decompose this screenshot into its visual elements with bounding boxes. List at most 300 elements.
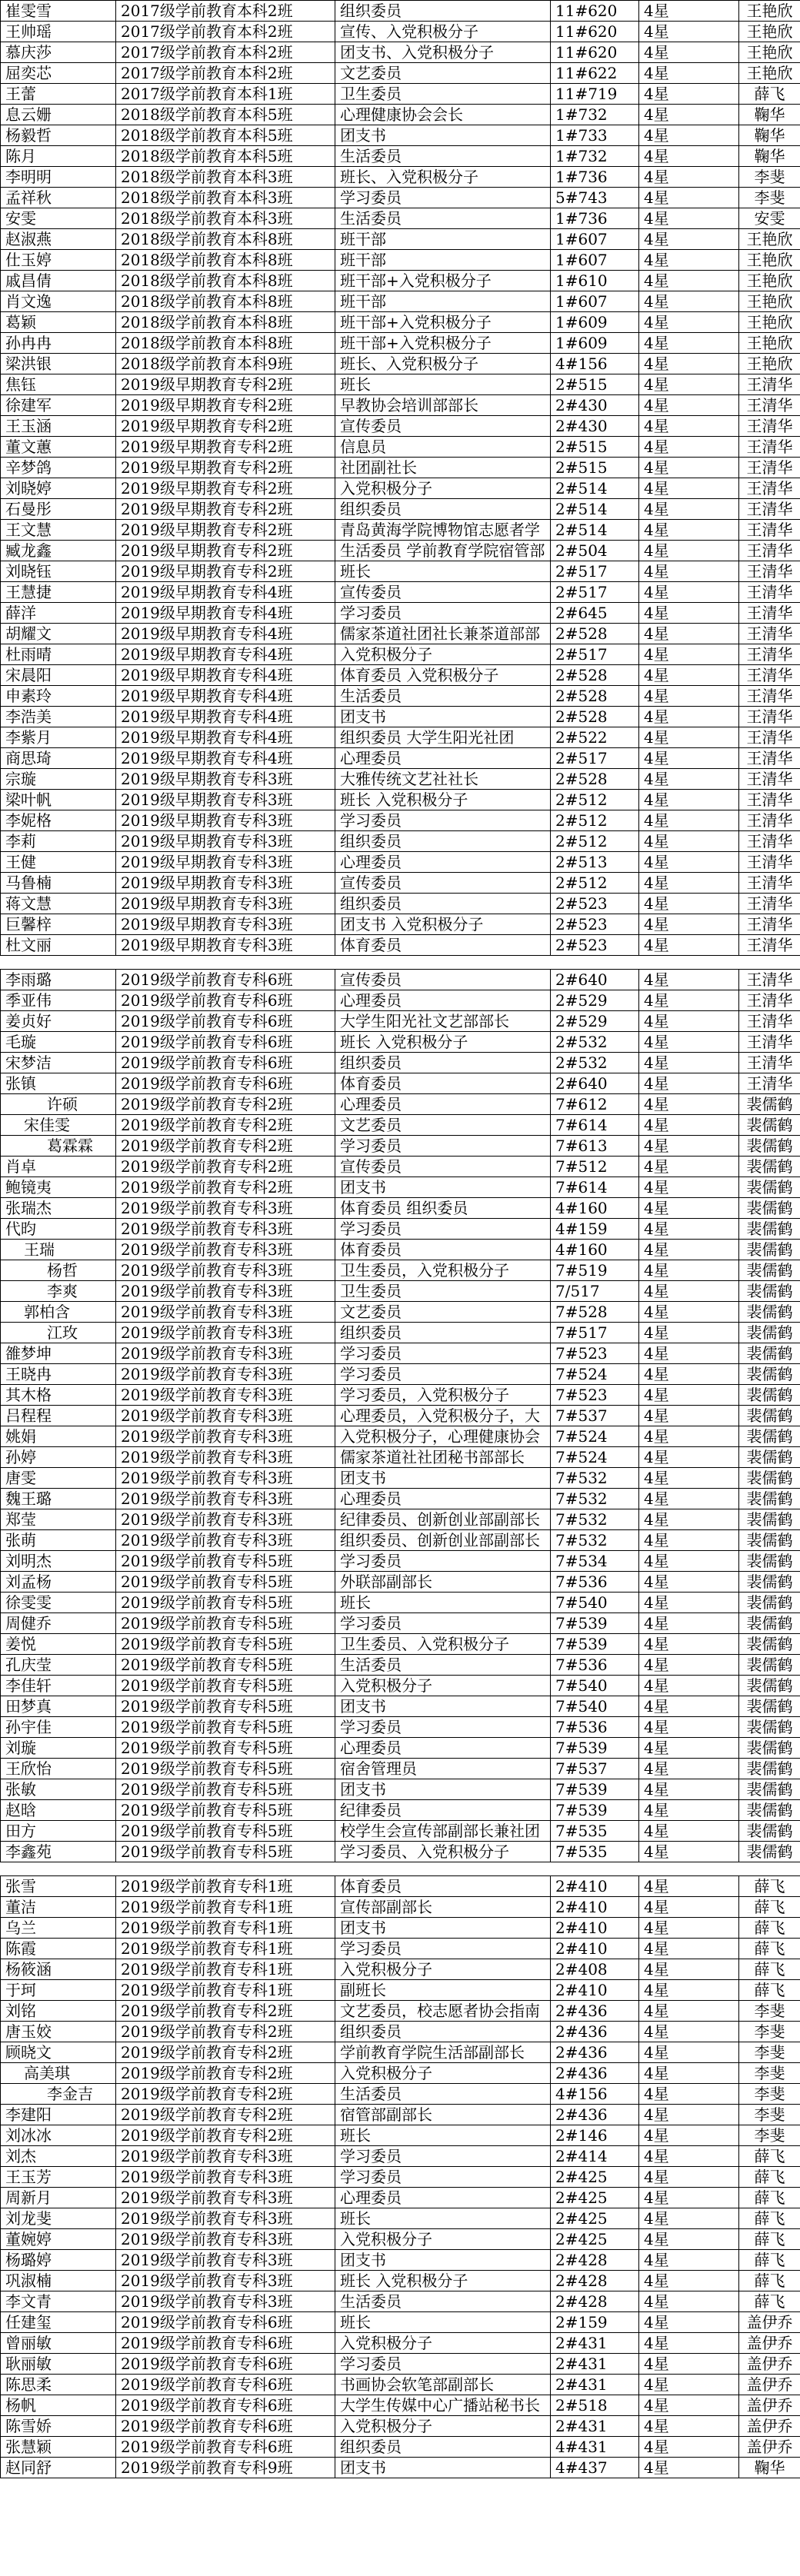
table-row <box>1 1198 800 1219</box>
class-cell: 2019级学前教育专科6班 <box>116 2333 335 2354</box>
student-name-cell: 薛洋 <box>1 603 116 624</box>
class-cell: 2019级学前教育专科3班 <box>116 1198 335 1219</box>
table-row <box>1 1094 800 1115</box>
class-cell: 2019级学前教育专科2班 <box>116 1094 335 1115</box>
class-cell: 2019级学前教育专科6班 <box>116 1073 335 1094</box>
table-row <box>1 499 800 520</box>
counselor-cell: 王艳欣 <box>739 291 800 312</box>
star-rating-cell: 4星 <box>639 990 739 1011</box>
divider-cell <box>639 1862 739 1876</box>
star-rating-cell: 4星 <box>639 1509 739 1530</box>
position-cell: 纪律委员 <box>335 1800 551 1821</box>
class-cell: 2019级早期教育专科4班 <box>116 644 335 665</box>
class-cell: 2019级早期教育专科3班 <box>116 935 335 956</box>
counselor-cell: 裴儒鹤 <box>739 1655 800 1676</box>
dorm-room-cell: 2#528 <box>551 769 639 790</box>
student-name-cell: 江玫 <box>1 1323 116 1343</box>
table-row <box>1 1 800 22</box>
star-rating-cell: 4星 <box>639 1177 739 1198</box>
dorm-room-cell: 7#535 <box>551 1842 639 1862</box>
counselor-cell: 王艳欣 <box>739 229 800 250</box>
student-name-cell: 孟祥秋 <box>1 188 116 208</box>
student-name-cell: 刘杰 <box>1 2146 116 2167</box>
student-name-cell: 姜悦 <box>1 1634 116 1655</box>
table-row <box>1 873 800 894</box>
class-cell: 2019级学前教育专科5班 <box>116 1800 335 1821</box>
student-name-cell: 王帅瑶 <box>1 22 116 42</box>
position-cell: 宣传、入党积极分子 <box>335 22 551 42</box>
position-cell: 入党积极分子 <box>335 2229 551 2250</box>
class-cell: 2019级学前教育专科5班 <box>116 1821 335 1842</box>
class-cell: 2017级学前教育本科2班 <box>116 1 335 22</box>
position-cell: 团支书 入党积极分子 <box>335 914 551 935</box>
table-row <box>1 1634 800 1655</box>
dorm-room-cell: 2#430 <box>551 416 639 437</box>
star-rating-cell: 4星 <box>639 810 739 831</box>
dorm-room-cell: 2#514 <box>551 478 639 499</box>
position-cell: 学习委员 <box>335 1219 551 1240</box>
dorm-room-cell: 2#431 <box>551 2375 639 2395</box>
student-name-cell: 焦钰 <box>1 374 116 395</box>
star-rating-cell: 4星 <box>639 250 739 271</box>
star-rating-cell: 4星 <box>639 2271 739 2291</box>
table-row <box>1 1219 800 1240</box>
position-cell: 入党积极分子 <box>335 1676 551 1696</box>
class-cell: 2019级学前教育专科5班 <box>116 1676 335 1696</box>
table-row <box>1 894 800 914</box>
class-cell: 2019级学前教育专科3班 <box>116 1260 335 1281</box>
student-name-cell: 毛璇 <box>1 1032 116 1053</box>
table-row <box>1 2312 800 2333</box>
class-cell: 2019级早期教育专科3班 <box>116 894 335 914</box>
dorm-room-cell: 7#512 <box>551 1157 639 1177</box>
class-cell: 2019级早期教育专科2班 <box>116 541 335 561</box>
star-rating-cell: 4星 <box>639 416 739 437</box>
class-cell: 2019级早期教育专科3班 <box>116 852 335 873</box>
student-name-cell: 于珂 <box>1 1980 116 2001</box>
position-cell: 组织委员、创新创业部副部长 <box>335 1530 551 1551</box>
dorm-room-cell: 2#431 <box>551 2416 639 2437</box>
dorm-room-cell: 2#408 <box>551 1959 639 1980</box>
table-row <box>1 2063 800 2084</box>
dorm-room-cell: 2#529 <box>551 990 639 1011</box>
student-name-cell: 张镇 <box>1 1073 116 1094</box>
counselor-cell: 王清华 <box>739 644 800 665</box>
position-cell: 生活委员 <box>335 208 551 229</box>
student-name-cell: 葛颖 <box>1 312 116 333</box>
position-cell: 生活委员 <box>335 686 551 707</box>
student-name-cell: 宋梦洁 <box>1 1053 116 1073</box>
star-rating-cell: 4星 <box>639 1364 739 1385</box>
table-row <box>1 1593 800 1613</box>
star-rating-cell: 4星 <box>639 582 739 603</box>
dorm-room-cell: 7#540 <box>551 1696 639 1717</box>
star-rating-cell: 4星 <box>639 2312 739 2333</box>
class-cell: 2019级学前教育专科6班 <box>116 970 335 990</box>
position-cell: 文艺委员 <box>335 1302 551 1323</box>
dorm-room-cell: 1#607 <box>551 291 639 312</box>
class-cell: 2019级学前教育专科6班 <box>116 2437 335 2458</box>
student-name-cell: 董洁 <box>1 1897 116 1918</box>
star-rating-cell: 4星 <box>639 1572 739 1593</box>
star-rating-cell: 4星 <box>639 1 739 22</box>
position-cell: 组织委员 <box>335 1323 551 1343</box>
star-rating-cell: 4星 <box>639 1676 739 1696</box>
class-cell: 2019级学前教育专科9班 <box>116 2458 335 2478</box>
table-row <box>1 1759 800 1779</box>
counselor-cell: 裴儒鹤 <box>739 1468 800 1489</box>
table-row <box>1 1821 800 1842</box>
counselor-cell: 裴儒鹤 <box>739 1696 800 1717</box>
student-name-cell: 屈奕芯 <box>1 63 116 84</box>
position-cell: 学习委员 <box>335 1136 551 1157</box>
student-name-cell: 王瑞 <box>1 1240 116 1260</box>
class-cell: 2017级学前教育本科2班 <box>116 22 335 42</box>
class-cell: 2019级学前教育专科3班 <box>116 1343 335 1364</box>
class-cell: 2019级学前教育专科5班 <box>116 1634 335 1655</box>
counselor-cell: 李斐 <box>739 2042 800 2063</box>
table-row <box>1 2229 800 2250</box>
dorm-room-cell: 11#719 <box>551 84 639 105</box>
table-row <box>1 1136 800 1157</box>
position-cell: 班长 <box>335 1593 551 1613</box>
table-row <box>1 1800 800 1821</box>
student-name-cell: 徐建军 <box>1 395 116 416</box>
class-cell: 2019级学前教育专科3班 <box>116 1468 335 1489</box>
table-row <box>1 644 800 665</box>
star-rating-cell: 4星 <box>639 1447 739 1468</box>
student-name-cell: 李文青 <box>1 2291 116 2312</box>
student-name-cell: 董婉婷 <box>1 2229 116 2250</box>
table-row <box>1 1738 800 1759</box>
position-cell: 体育委员 <box>335 1876 551 1897</box>
class-cell: 2019级早期教育专科3班 <box>116 831 335 852</box>
star-rating-cell: 4星 <box>639 1821 739 1842</box>
student-name-cell: 王玉涵 <box>1 416 116 437</box>
table-row <box>1 2084 800 2105</box>
counselor-cell: 李斐 <box>739 2063 800 2084</box>
class-cell: 2019级学前教育专科6班 <box>116 990 335 1011</box>
student-name-cell: 刘铭 <box>1 2001 116 2022</box>
student-name-cell: 姚娟 <box>1 1426 116 1447</box>
star-rating-cell: 4星 <box>639 1136 739 1157</box>
counselor-cell: 盖伊乔 <box>739 2354 800 2375</box>
counselor-cell: 李斐 <box>739 2105 800 2125</box>
dorm-room-cell: 7#536 <box>551 1572 639 1593</box>
position-cell: 入党积极分子 <box>335 2416 551 2437</box>
position-cell: 班干部 <box>335 250 551 271</box>
star-rating-cell: 4星 <box>639 914 739 935</box>
star-rating-cell: 4星 <box>639 2063 739 2084</box>
dorm-room-cell: 2#514 <box>551 520 639 541</box>
star-rating-cell: 4星 <box>639 1094 739 1115</box>
star-rating-cell: 4星 <box>639 354 739 374</box>
counselor-cell: 裴儒鹤 <box>739 1489 800 1509</box>
star-rating-cell: 4星 <box>639 2084 739 2105</box>
table-row <box>1 520 800 541</box>
table-row <box>1 748 800 769</box>
star-rating-cell: 4星 <box>639 229 739 250</box>
student-name-cell: 梁叶帆 <box>1 790 116 810</box>
table-row <box>1 2354 800 2375</box>
student-name-cell: 宗璇 <box>1 769 116 790</box>
counselor-cell: 薛飞 <box>739 2146 800 2167</box>
star-rating-cell: 4星 <box>639 1323 739 1343</box>
class-cell: 2019级早期教育专科2班 <box>116 458 335 478</box>
counselor-cell: 李斐 <box>739 188 800 208</box>
class-cell: 2019级学前教育专科2班 <box>116 1136 335 1157</box>
dorm-room-cell: 2#410 <box>551 1939 639 1959</box>
dorm-room-cell: 7#537 <box>551 1759 639 1779</box>
star-rating-cell: 4星 <box>639 1260 739 1281</box>
star-rating-cell: 4星 <box>639 1053 739 1073</box>
class-cell: 2019级早期教育专科3班 <box>116 769 335 790</box>
counselor-cell: 裴儒鹤 <box>739 1219 800 1240</box>
position-cell: 宣传委员 <box>335 1157 551 1177</box>
student-name-cell: 崔雯雪 <box>1 1 116 22</box>
student-name-cell: 慕庆莎 <box>1 42 116 63</box>
student-name-cell: 刘龙斐 <box>1 2208 116 2229</box>
star-rating-cell: 4星 <box>639 1157 739 1177</box>
student-name-cell: 徐雯雯 <box>1 1593 116 1613</box>
class-cell: 2019级学前教育专科5班 <box>116 1717 335 1738</box>
class-cell: 2017级学前教育本科2班 <box>116 42 335 63</box>
student-name-cell: 郑莹 <box>1 1509 116 1530</box>
position-cell: 班干部 <box>335 229 551 250</box>
table-row <box>1 624 800 644</box>
counselor-cell: 王艳欣 <box>739 333 800 354</box>
student-name-cell: 息云姗 <box>1 105 116 125</box>
counselor-cell: 薛飞 <box>739 1897 800 1918</box>
dorm-room-cell: 2#425 <box>551 2229 639 2250</box>
table-row <box>1 63 800 84</box>
class-cell: 2019级学前教育专科3班 <box>116 2146 335 2167</box>
star-rating-cell: 4星 <box>639 1198 739 1219</box>
star-rating-cell: 4星 <box>639 395 739 416</box>
table-row <box>1 2208 800 2229</box>
counselor-cell: 裴儒鹤 <box>739 1281 800 1302</box>
table-row <box>1 395 800 416</box>
star-rating-cell: 4星 <box>639 2375 739 2395</box>
star-rating-cell: 4星 <box>639 271 739 291</box>
class-cell: 2017级学前教育本科2班 <box>116 63 335 84</box>
star-rating-cell: 4星 <box>639 458 739 478</box>
student-name-cell: 李鑫苑 <box>1 1842 116 1862</box>
class-cell: 2019级学前教育专科6班 <box>116 2312 335 2333</box>
star-rating-cell: 4星 <box>639 1385 739 1406</box>
position-cell: 班长 入党积极分子 <box>335 790 551 810</box>
star-rating-cell: 4星 <box>639 1240 739 1260</box>
dorm-room-cell: 2#436 <box>551 2022 639 2042</box>
table-row <box>1 810 800 831</box>
star-rating-cell: 4星 <box>639 970 739 990</box>
student-name-cell: 宋晨阳 <box>1 665 116 686</box>
table-row <box>1 1509 800 1530</box>
table-row <box>1 769 800 790</box>
counselor-cell: 薛飞 <box>739 2229 800 2250</box>
counselor-cell: 裴儒鹤 <box>739 1447 800 1468</box>
table-row <box>1 727 800 748</box>
table-row <box>1 1876 800 1897</box>
position-cell: 学习委员 <box>335 810 551 831</box>
dorm-room-cell: 2#410 <box>551 1918 639 1939</box>
dorm-room-cell: 2#512 <box>551 831 639 852</box>
dorm-room-cell: 2#512 <box>551 790 639 810</box>
student-name-cell: 李妮格 <box>1 810 116 831</box>
table-row <box>1 1613 800 1634</box>
class-cell: 2018级学前教育本科5班 <box>116 105 335 125</box>
star-rating-cell: 4星 <box>639 935 739 956</box>
divider-cell <box>639 956 739 970</box>
position-cell: 入党积极分子 <box>335 2063 551 2084</box>
table-row <box>1 603 800 624</box>
counselor-cell: 王清华 <box>739 769 800 790</box>
class-cell: 2018级学前教育本科9班 <box>116 354 335 374</box>
dorm-room-cell: 2#517 <box>551 644 639 665</box>
position-cell: 生活委员 <box>335 1655 551 1676</box>
counselor-cell: 王清华 <box>739 458 800 478</box>
table-row <box>1 1115 800 1136</box>
counselor-cell: 薛飞 <box>739 2291 800 2312</box>
star-rating-cell: 4星 <box>639 105 739 125</box>
counselor-cell: 李斐 <box>739 2125 800 2146</box>
counselor-cell: 薛飞 <box>739 1980 800 2001</box>
table-row <box>1 250 800 271</box>
student-name-cell: 刘晓婷 <box>1 478 116 499</box>
star-rating-cell: 4星 <box>639 2416 739 2437</box>
class-cell: 2019级学前教育专科5班 <box>116 1572 335 1593</box>
counselor-cell: 薛飞 <box>739 84 800 105</box>
table-row <box>1 1530 800 1551</box>
dorm-room-cell: 1#609 <box>551 312 639 333</box>
position-cell: 学习委员 <box>335 2146 551 2167</box>
class-cell: 2019级学前教育专科1班 <box>116 1918 335 1939</box>
class-cell: 2019级学前教育专科5班 <box>116 1842 335 1862</box>
star-rating-cell: 4星 <box>639 2208 739 2229</box>
position-cell: 体育委员 组织委员 <box>335 1198 551 1219</box>
table-row <box>1 374 800 395</box>
position-cell: 班长 <box>335 374 551 395</box>
position-cell: 组织委员 <box>335 499 551 520</box>
table-row <box>1 1177 800 1198</box>
counselor-cell: 王清华 <box>739 603 800 624</box>
class-cell: 2019级学前教育专科3班 <box>116 2271 335 2291</box>
star-rating-cell: 4星 <box>639 84 739 105</box>
position-cell: 宿管部副部长 <box>335 2105 551 2125</box>
student-name-cell: 许硕 <box>1 1094 116 1115</box>
class-cell: 2019级学前教育专科3班 <box>116 1530 335 1551</box>
class-cell: 2019级学前教育专科5班 <box>116 1696 335 1717</box>
class-cell: 2019级学前教育专科6班 <box>116 2395 335 2416</box>
position-cell: 学习委员、入党积极分子 <box>335 1842 551 1862</box>
dorm-room-cell: 2#523 <box>551 894 639 914</box>
dorm-room-cell: 7#539 <box>551 1779 639 1800</box>
counselor-cell: 王清华 <box>739 1053 800 1073</box>
class-cell: 2019级早期教育专科2班 <box>116 395 335 416</box>
class-cell: 2019级学前教育专科6班 <box>116 2416 335 2437</box>
counselor-cell: 裴儒鹤 <box>739 1717 800 1738</box>
table-row <box>1 354 800 374</box>
star-rating-cell: 4星 <box>639 520 739 541</box>
dorm-room-cell: 2#518 <box>551 2395 639 2416</box>
star-rating-cell: 4星 <box>639 2022 739 2042</box>
position-cell: 学习委员 <box>335 1551 551 1572</box>
dorm-room-cell: 2#410 <box>551 1876 639 1897</box>
counselor-cell: 王清华 <box>739 624 800 644</box>
class-cell: 2019级学前教育专科5班 <box>116 1738 335 1759</box>
counselor-cell: 裴儒鹤 <box>739 1509 800 1530</box>
counselor-cell: 王清华 <box>739 990 800 1011</box>
dorm-room-cell: 2#528 <box>551 707 639 727</box>
class-cell: 2019级早期教育专科4班 <box>116 624 335 644</box>
dorm-room-cell: 2#431 <box>551 2354 639 2375</box>
counselor-cell: 薛飞 <box>739 2167 800 2188</box>
counselor-cell: 王艳欣 <box>739 312 800 333</box>
class-cell: 2019级学前教育专科6班 <box>116 1011 335 1032</box>
counselor-cell: 裴儒鹤 <box>739 1551 800 1572</box>
table-row <box>1 1011 800 1032</box>
student-name-cell: 刘孟杨 <box>1 1572 116 1593</box>
star-rating-cell: 4星 <box>639 2001 739 2022</box>
dorm-room-cell: 7#539 <box>551 1613 639 1634</box>
class-cell: 2019级学前教育专科2班 <box>116 2105 335 2125</box>
student-name-cell: 臧龙鑫 <box>1 541 116 561</box>
star-rating-cell: 4星 <box>639 1779 739 1800</box>
student-name-cell: 李浩美 <box>1 707 116 727</box>
position-cell: 宿舍管理员 <box>335 1759 551 1779</box>
student-name-cell: 唐玉姣 <box>1 2022 116 2042</box>
position-cell: 信息员 <box>335 437 551 458</box>
student-name-cell: 张萌 <box>1 1530 116 1551</box>
counselor-cell: 盖伊乔 <box>739 2333 800 2354</box>
student-name-cell: 杨帆 <box>1 2395 116 2416</box>
table-row <box>1 1572 800 1593</box>
student-name-cell: 杨璐婷 <box>1 2250 116 2271</box>
dorm-room-cell: 2#640 <box>551 1073 639 1094</box>
student-name-cell: 王健 <box>1 852 116 873</box>
class-cell: 2019级早期教育专科2班 <box>116 561 335 582</box>
position-cell: 班长 入党积极分子 <box>335 1032 551 1053</box>
dorm-room-cell: 2#428 <box>551 2271 639 2291</box>
position-cell: 学习委员 <box>335 188 551 208</box>
student-name-cell: 杜雨晴 <box>1 644 116 665</box>
table-row <box>1 686 800 707</box>
counselor-cell: 王清华 <box>739 686 800 707</box>
student-name-cell: 耿丽敏 <box>1 2354 116 2375</box>
student-name-cell: 李佳轩 <box>1 1676 116 1696</box>
position-cell: 宣传委员 <box>335 582 551 603</box>
dorm-room-cell: 7#532 <box>551 1509 639 1530</box>
dorm-room-cell: 7#532 <box>551 1468 639 1489</box>
counselor-cell: 裴儒鹤 <box>739 1572 800 1593</box>
student-name-cell: 梁洪银 <box>1 354 116 374</box>
dorm-room-cell: 1#609 <box>551 333 639 354</box>
star-rating-cell: 4星 <box>639 1759 739 1779</box>
counselor-cell: 王艳欣 <box>739 354 800 374</box>
star-rating-cell: 4星 <box>639 873 739 894</box>
dorm-room-cell: 1#732 <box>551 146 639 167</box>
student-name-cell: 任建玺 <box>1 2312 116 2333</box>
position-cell: 生活委员 <box>335 2084 551 2105</box>
star-rating-cell: 4星 <box>639 1073 739 1094</box>
table-row <box>1 1468 800 1489</box>
star-rating-cell: 4星 <box>639 42 739 63</box>
class-cell: 2019级学前教育专科3班 <box>116 1240 335 1260</box>
student-name-cell: 雒梦坤 <box>1 1343 116 1364</box>
class-cell: 2019级早期教育专科4班 <box>116 748 335 769</box>
position-cell: 入党积极分子 <box>335 2333 551 2354</box>
counselor-cell: 王清华 <box>739 852 800 873</box>
